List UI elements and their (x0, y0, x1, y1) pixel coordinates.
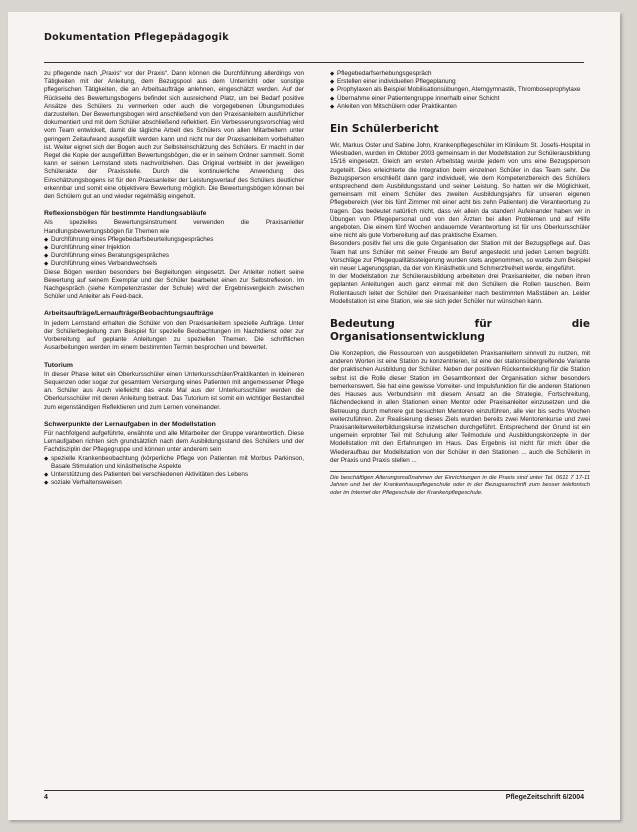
list-item: ◆ Durchführung eines Verbandwechsels (44, 260, 304, 268)
list-item: ◆ Erstellen einer individuellen Pflegeplanung (330, 78, 590, 86)
list-item: ◆ soziale Verhaltensweisen (44, 479, 304, 487)
subheading-lernaufgaben: Schwerpunkte der Lernaufgaben in der Modellstation (44, 420, 216, 428)
paragraph-tutorium: In dieser Phase leitet ein Oberkursschüler einen Unterkursschüler/Praktikanten in kleineren Sequenzen oder sogar zur gesamtem Versorgung eines Patienten mit angemessener Pflege an. Schüler aus Auch vielleicht das erste Mal aus der Unterkursschüler werden die Oberkursschüler mit deren Anleitung betraut. Das Tutorium ist somit ein wichtiger Bestandteil zum eigenständigen Reflektieren und zum Lernen voneinander. (44, 370, 304, 411)
paragraph-organisation: Die Konzeption, die Ressourcen von ausgebildeten Praxisanleitern sinnvoll zu nutzen, mit anderen Worten ist eine Station zu konzentrieren, ist eine der stationsübergreifende Variante der praktischen Ausbildung der Schüler. Neben der positiven Rückentwicklung für die Station selbst ist die Rolle dieser Station im Gesamtkontext der Organisation sicher besonders bemerkenswert. Sie hat eine gewisse Vorreiter- und Impulsfunktion für die anderen Stationen des Hauses aus Verbundsinn mit diesem Ansatz an die Strategie, Fortschreitung, flächendeckend in allen Stationen einen Mentor oder Praxisanleiter einzusetzen und die Betreuung durch mehrere gut besuchten Mentoren einzuführen, alle vier bis sechs Wochen weiterzuführen. Zur Realisierung dieses Ziels wurden bereits zwei Mentorenkurse und zwei Praxisanleiterweiterbildungskurse inzwischen durchgeführt. Entsprechend der Grund ist ein ungemein erprobter Teil mit Schulung aller Teilmodule und Ausbildungskonzepte in der Modellstation mit den Erfahrungen im Haus. Das Ergebnis ist nicht für mich über die Wiederaufbau der Modellstation von der Schüler in den Stationen ... auch die Schülerin in der Praxis und Praxis stellen ... (330, 350, 590, 464)
footnote: Die beschäftigen Alterungsmaßnahmen der Einrichtungen in die Praxis sind unter Tel. 0611 7 17-11 Jahren und bei der Krankenhauspflegeschule oder in der Bezugsanschrift zum besser telefonisch oder im Internet der Pflegeschule der Krankenpflegeschule. (330, 471, 590, 497)
heading-organisationsentwicklung: Bedeutung für die Organisationsentwicklung (330, 318, 590, 344)
list-item: ◆ Prophylaxen als Beispiel Mobilisationsübungen, Atemgymnastik, Thromboseprophylaxe (330, 86, 590, 94)
bullet-list-continued (330, 70, 590, 111)
subheading-tutorium: Tutorium (44, 361, 73, 369)
bullet-list-lernaufgaben (44, 455, 304, 488)
paragraph-auftraege: In jedem Lernstand erhalten die Schüler von den Praxisanleitern spezielle Aufträge. Unter der Schülerbegleitung zum Beispiel für spezielle Beobachtungen im Nachtdienst oder zur Vorbereitung auf geplante Anleitungen zu speziellen Themen. Die schriftlichen Ausarbeitungen werden im einem bestimmten Termin besprochen und bewertet. (44, 319, 304, 352)
paragraph-reflexion-after: Diese Bögen werden besonders bei Begleitungen eingesetzt. Der Anleiter notiert seine Bewertung auf seinem Exemplar und der Schüler bearbeitet einen zur Selbstreflexion. Im Nachgespräch (siehe Kompetenzraster der Schule) wird der Ergebnisvergleich zwischen Schüler und Anleiter als Feed-back. (44, 268, 304, 301)
list-item: ◆ Pflegebedarfserhebungsgespräch (330, 70, 590, 78)
paragraph-reflexion: Als spezielles Bewertungsinstrument verwenden die Praxisanleiter Handlungsbewertungsbögen für Themen wie (44, 219, 304, 235)
footer-rule (44, 790, 584, 791)
list-item: ◆ Durchführung einer Injektion (44, 244, 304, 252)
header-rule (44, 62, 584, 63)
paragraph-report-3: In der Modellstation zur Schülerausbildung arbeiteten drei Praxisanleiter, die neben ihren geplanten Anleitungen auch ganz einmal mit den Schülern die Rollen tauschen. Beim Rollentausch leitet der Schüler den Praxisanleiter nach bestimmten Maßstäben an. Leider Modellstation ist eine Station, wie sie sich jeder Schüler nur wünschen kann. (330, 273, 590, 305)
heading-schuelerbericht: Ein Schülerbericht (330, 123, 439, 136)
subheading-auftraege: Arbeitsaufträge/Lernaufträge/Beobachtungsaufträge (44, 310, 214, 318)
page (8, 12, 620, 820)
intro-paragraph: zu pflegende nach „Praxis“ vor der Praxis“. Dann können die Durchführung allerdings von Tätigkeiten mit der Anleitung, dem Bezugspool aus dem Unterricht oder sonstige pflegerischen Tätigkeiten, die an Arbeitsaufträge anlehnen, eingeschätzt werden. Auf der Rückseite des Bewertungsbogens befindet sich ausreichend Platz, um bei Bedarf positive Ansätze des Schülers zu vermerken oder auch die vorgegebenen Übungsmodules darzustellen. Der Bewertungsbogen wird anschließend von den Praxisanleitern ausführlicher dokumentiert und mit dem Schüler abschließend reflektiert. Ein Verbesserungsvorschlag wird vom Team entwickelt, damit die tägliche Arbeit des Schülers von allen Mitarbeitern unter geringem Zeitaufwand ausgefüllt werden kann und nicht nur der Praxisanleitern vorbehalten ist. Weiter eignet sich der Bogen auch zur Selbsteinschätzung des Schülers. Er macht in der Regel die Kopie der ausgefüllten Bewertungsbögen, die er in seinem Ordner sammelt. Somit kann er seinen Lernstand stets nachvollziehen. Das Original verbleibt in der jeweiligen Schülerakte der Praxisstelle. Durch die kontinuierliche Anwendung des Einschätzungsbogens ist für den Praxisanleiter der Leistungsverlauf des Schülers deutlicher erkennbar und somit eine objektivere Bewertung möglich. Die Bewertungsbögen können bei den Schülern gut an und wieder regelmäßig eingeholt. (44, 70, 304, 201)
list-item: ◆ Unterstützung des Patienten bei verschiedenen Aktivitäten des Lebens (44, 471, 304, 479)
paragraph-lernaufgaben: Für nachfolgend aufgeführte, erwähnte und alle Mitarbeiter der Gruppe verantwortlich. Diese Lernaufgaben richten sich grundsätzlich nach dem Ausbildungsstand des Schülers und der Fachdisziplin der Pflegegruppe und können unter anderem sein (44, 429, 304, 454)
list-item: ◆ Übernahme einer Patientengruppe innerhalb einer Schicht (330, 95, 590, 103)
bullet-list-reflexion (44, 236, 304, 269)
paragraph-report: Wir, Markus Oster und Sabine John, Krankenpflegeschüler im Klinikum St. Josefs-Hospital in Wiesbaden, wurden im Oktober 2003 gemeinsam in der Modellstation zur Schülerausbildung 15/16 eingesetzt. Gleich am ersten Arbeitstag wurde jedem von uns eine Bezugsperson zugeteilt. Dies erleichterte die Integration beim einzelnen Schüler in das Team sehr. Die Bezugsperson erschließt dann ganz individuell, wie dem Kompetenzbereich des Schülers entsprechend dem Ausbildungsstand und seiner Leistung. So hatten wir die Möglichkeit, gemeinsam mit einem Schüler des zweiten Ausbildungsjahrs für unseren eigenen Pflegebereich (vier bis fünf Zimmer mit einer acht bis zehn Patienten) die Verantwortung zu tragen. Das bedeutet natürlich nicht, dass wir allein da standen! Aufeinander haben wir in Übungen von Pflegepersonal und von den Ärzten bei allen Problemen und auf Hilfe angeboten. Die einem fünf Wochen andauernde Verantwortung ist für uns Oberkursschüler eine nicht als gute Vorbereitung auf das praktische Examen. (330, 142, 590, 240)
section-header: Dokumentation Pflegepädagogik (44, 32, 229, 43)
page-number: 4 (44, 794, 48, 801)
right-column (330, 70, 590, 497)
list-item: ◆ Durchführung eines Beratungsgespräches (44, 252, 304, 260)
subheading-reflexion: Reflexionsbögen für bestimmte Handlungsabläufe (44, 210, 207, 218)
paragraph-report-2: Besonders positiv fiel uns die gute Organisation der Station mit der Bezugspflege auf. Das Team hat uns Schüler mit seiner Freude am Beruf angesteckt und jeden Lernen begrüßt. Vorschläge zur Pflegequalitätssteigerung wurden stets angenommen, so wurde zum Beispiel ein neuer Lagerungsplan, da der von Kinästhetik und Schmerzfreiheit werde, eingeführt. (330, 240, 590, 273)
list-item: ◆ Anleiten von Mitschülern oder Praktikanten (330, 103, 590, 111)
list-item: ◆ spezielle Krankenbeobachtung (körperliche Pflege von Patienten mit Morbus Parkinson, Basale Stimulation und kinästhetische Aspekte (44, 455, 304, 471)
journal-name: PflegeZeitschrift 6/2004 (505, 794, 584, 801)
left-column (44, 70, 304, 487)
list-item: ◆ Durchführung eines Pflegebedarfsbeurteilungsgespräches (44, 236, 304, 244)
